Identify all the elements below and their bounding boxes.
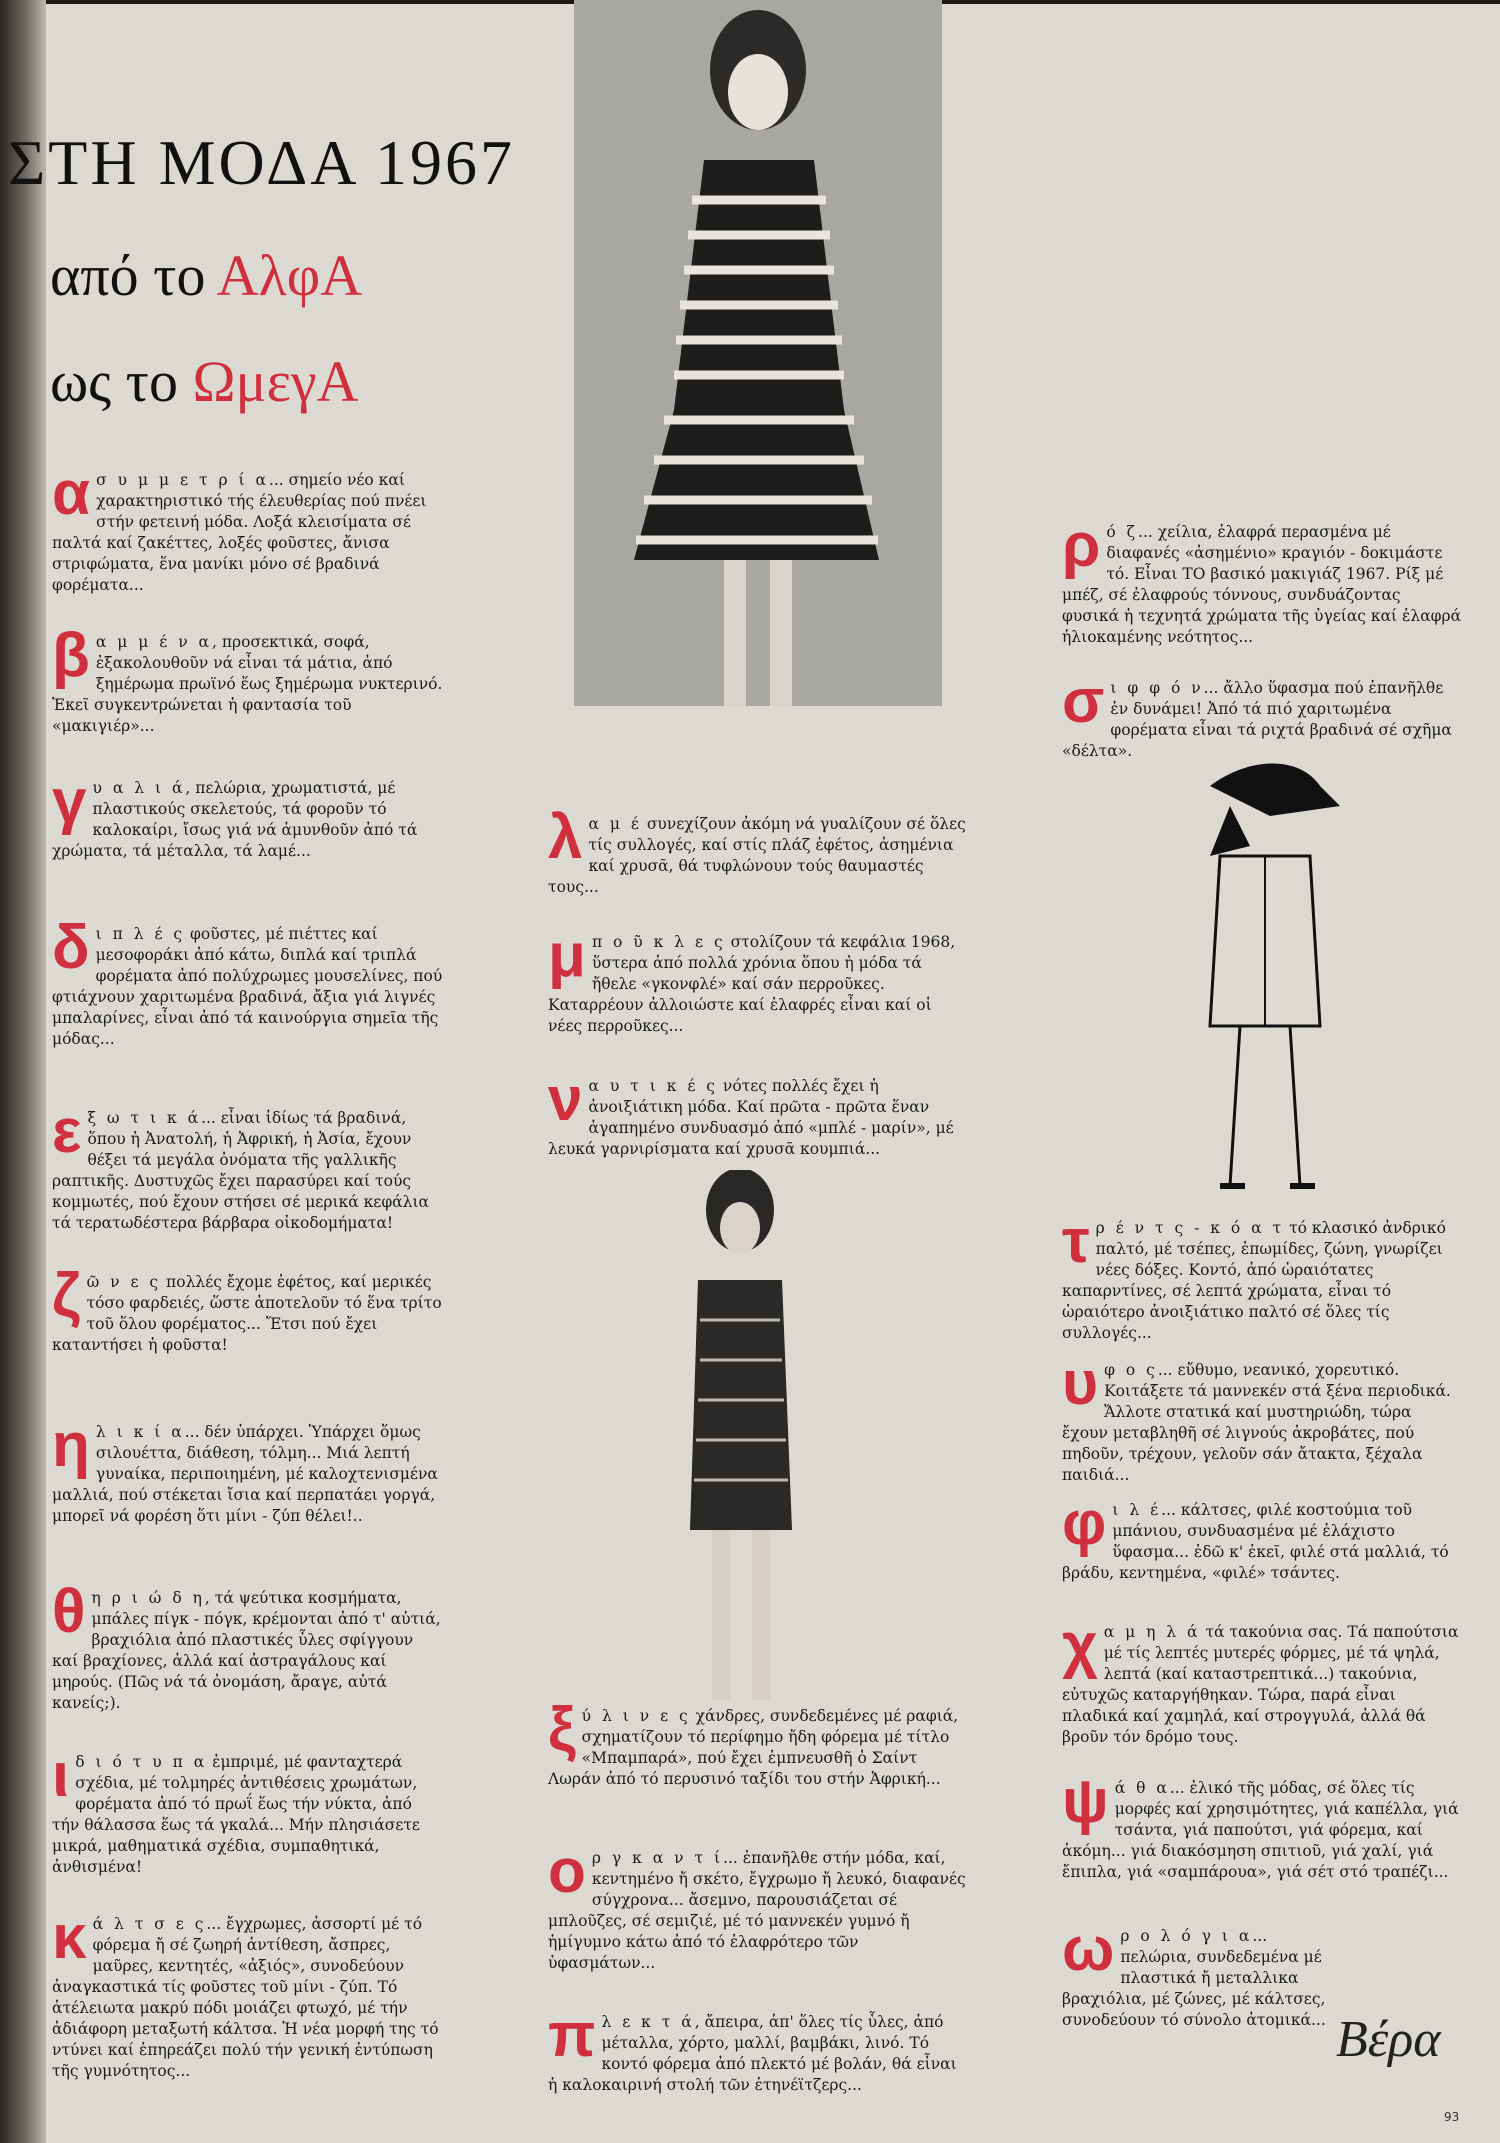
entry-theta-keyword: η ρ ι ώ δ η [91, 1589, 205, 1607]
entry-lambda-keyword: α μ έ [588, 815, 642, 833]
entry-iota-keyword: δ ι ό τ υ π α [75, 1753, 208, 1771]
entry-sigma [1062, 667, 1462, 762]
illustration-trench-coat [1170, 746, 1360, 1216]
entry-xi-text: χάνδρες, συνδεδεμένες μέ ραφιά, σχηματίζουν τό περίφημο ἤδη φόρεμα μέ τίτλο «Μπαμπαρά», πού ἔχει ἐμπνευσθῆ ὁ Σαίντ Λωράν ἀπό τό περυσινό ταξίδι του στήν Ἀφρική... [548, 1707, 959, 1788]
entry-nu-keyword: α υ τ ι κ έ ς [588, 1077, 718, 1095]
drop-cap-zeta: ζ [52, 1261, 81, 1330]
entry-lambda [548, 803, 968, 898]
entry-theta [52, 1577, 444, 1714]
entry-psi-text: ... ἐλικό τῆς μόδας, σέ ὅλες τίς μορφές καί χρησιμότητες, γιά καπέλλα, γιά τσάντα, γιά παπούτσι, γιά φόρεμα, καί ἀκόμη... γιά διακόσμηση σπιτιοῦ, γιά χαλί, γιά ἔπιπλα, γιά «σαμπάρουα», γιά σέτ στό τραπέζι... [1062, 1779, 1459, 1881]
entry-tau-keyword: ρ έ ν τ ς - κ ό α τ [1095, 1219, 1285, 1237]
entry-chi-keyword: α μ η λ ά [1103, 1623, 1201, 1641]
drop-cap-phi: φ [1062, 1489, 1107, 1558]
entry-tau [1062, 1207, 1462, 1344]
entry-mu-keyword: π ο ῦ κ λ ε ς [591, 933, 726, 951]
entry-theta-text: , τά ψεύτικα κοσμήματα, μπάλες πίγκ - πόγκ, κρέμονται ἀπό τ' αὐτιά, βραχιόλια ἀπό πλαστικές ὗλες σφίγγουν καί βραχίονες, ἀλλά καί ἀστραγάλους καί μηρούς. (Πῶς νά τά ὀνομάση, ἄραγε, αὐτά κανείς;). [52, 1589, 441, 1712]
entry-nu-text: νότες πολλές ἔχει ἡ ἀνοιξιάτικη μόδα. Καί πρῶτα - πρῶτα ἕναν ἀγαπημένο συνδυασμό ἀπό «μπλέ - μαρίν», μέ λευκά γαρνιρίσματα καί χρυσᾶ κουμπιά... [548, 1077, 954, 1158]
drop-cap-rho: ρ [1062, 511, 1101, 580]
trench-coat-figure [1170, 746, 1360, 1216]
subtitle-prefix-alpha: από το [50, 243, 217, 308]
drop-cap-chi: χ [1062, 1611, 1098, 1680]
entry-alpha-keyword: σ υ μ μ ε τ ρ ί α [96, 471, 269, 489]
entry-kappa-keyword: ά λ τ σ ε ς [92, 1915, 207, 1933]
entry-eta-keyword: λ ι κ ί α [95, 1423, 185, 1441]
drop-cap-lambda: λ [548, 803, 583, 872]
drop-cap-upsilon: υ [1062, 1349, 1099, 1418]
entry-phi [1062, 1489, 1462, 1584]
entry-eta-text: ... δέν ὑπάρχει. Ὑπάρχει ὅμως σιλουέττα, διάθεση, τόλμη... Μιά λεπτή γυναίκα, περιποιημένη, μέ καλοχτενισμένα μαλλιά, πού στέκεται ἴσια καί περπατάει γοργά, μπορεῖ νά φορέση ὅτι μίνι - ζύπ θέλει!.. [52, 1423, 438, 1525]
entry-eta [52, 1411, 444, 1527]
entry-psi-keyword: ά θ α [1114, 1779, 1170, 1797]
subtitle-line-omega [50, 348, 359, 415]
entry-kappa [52, 1903, 444, 2082]
entry-pi-keyword: λ ε κ τ ά [601, 2013, 695, 2031]
page-number: 93 [1444, 2110, 1460, 2124]
drop-cap-sigma: σ [1062, 667, 1105, 736]
drop-cap-beta: β [52, 621, 90, 690]
striped-dress-figure [574, 0, 942, 706]
entry-xi-keyword: ύ λ ι ν ε ς [581, 1707, 691, 1725]
entry-omega-keyword: ρ ο λ ό γ ι α [1120, 1927, 1253, 1945]
entry-delta-keyword: ι π λ έ ς [95, 925, 186, 943]
drop-cap-eta: η [52, 1411, 90, 1480]
entry-zeta-text: πολλές ἔχομε ἐφέτος, καί μερικές τόσο φαρδειές, ὥστε ἀποτελοῦν τό ἕνα τρίτο τοῦ ὅλου φορέματος... Ἔτσι πού ἔχει καταντήσει ἡ φοῦστα! [52, 1273, 442, 1354]
drop-cap-xi: ξ [548, 1695, 576, 1764]
entry-upsilon-keyword: φ ο ς [1104, 1361, 1158, 1379]
subtitle-line-alpha [50, 242, 362, 309]
drop-cap-tau: τ [1062, 1207, 1090, 1276]
entry-beta-keyword: α μ μ έ ν α [95, 633, 213, 651]
entry-pi [548, 2001, 968, 2096]
entry-mu [548, 921, 968, 1037]
entry-delta [52, 913, 444, 1050]
entry-delta-text: φοῦστες, μέ πιέττες καί μεσοφοράκι ἀπό κάτω, διπλά καί τριπλά φορέματα ἀπό πολύχρωμες μουσελίνες, πού φτιάχνουν χαριτωμένα βραδινά, ἄξια γιά λιγνές μπαλαρίνες, εἶναι ἀπό τά καινούργια σημεῖα τῆς μόδας... [52, 925, 443, 1048]
drop-cap-nu: ν [548, 1065, 583, 1134]
entry-omicron-keyword: ρ γ κ α ν τ ί [591, 1849, 724, 1867]
drop-cap-gamma: γ [52, 767, 87, 836]
entry-pi-text: , ἄπειρα, ἀπ' ὅλες τίς ὗλες, ἀπό μέταλλα, χόρτο, μαλλί, βαμβάκι, λινό. Τό κοντό φόρεμα ἀπό πλεκτό μέ βολάν, θά εἶναι ἡ καλοκαιρινή στολή τῶν ἐτηνέϊτζερς... [548, 2013, 957, 2094]
drop-cap-alpha: α [52, 459, 91, 528]
entry-gamma [52, 767, 444, 862]
entry-zeta-keyword: ῶ ν ε ς [86, 1273, 162, 1291]
entry-zeta [52, 1261, 444, 1356]
drop-cap-theta: θ [52, 1577, 86, 1646]
entry-upsilon-text: ... εὔθυμο, νεανικό, χορευτικό. Κοιτάξετε τά μαννεκέν στά ξένα περιοδικά. Ἄλλοτε στατικά καί μυστηριώδη, τώρα ἔχουν μεταβληθῆ σέ λιγνούς ἀκροβάτες, πού πηδοῦν, τρέχουν, γελοῦν σάν ἄτακτα, ξέχαλα παιδιά... [1062, 1361, 1451, 1484]
drop-cap-iota: ι [52, 1741, 70, 1810]
entry-epsilon-text: ... εἶναι ἰδίως τά βραδινά, ὅπου ἡ Ἀνατολή, ἡ Ἀφρική, ἡ Ἀσία, ἔχουν θέξει τά μεγάλα ὀνόματα τῆς γαλλικῆς ραπτικῆς. Δυστυχῶς ἔχει παρασύρει καί τούς κομμωτές, πού ἔχουν στήσει σέ μερικά κεφάλια τά τερατωδέστερα βάρβαρα οἰκοδομήματα! [52, 1109, 430, 1232]
entry-omega [1062, 1915, 1330, 2031]
entry-alpha [52, 459, 444, 596]
photo-striped-dress [574, 0, 942, 706]
drop-cap-epsilon: ε [52, 1097, 82, 1166]
entry-phi-keyword: ι λ έ [1112, 1501, 1162, 1519]
drop-cap-pi: π [548, 2001, 596, 2070]
entry-beta [52, 621, 444, 737]
photo-crochet-dress [660, 1170, 820, 1702]
entry-omicron-text: ... ἐπανῆλθε στήν μόδα, καί, κεντημένο ἤ σκέτο, ἔγχρωμο ἤ λευκό, διαφανές σύγχρονα... ἄσεμνο, παρουσιάζεται σέ μπλοῦζες, σέ σεμιζιέ, μέ τό μαννεκέν γυμνό ἤ ἡμίγυμνο κάτω ἀπό τό ἐλαφρότερο τῶν ὑφασμάτων... [548, 1849, 966, 1972]
entry-chi-text: τά τακούνια σας. Τά παπούτσια μέ τίς λεπτές μυτερές φόρμες, μέ τά ψηλά, λεπτά (καί καταστρεπτικά...) τακούνια, εὐτυχῶς καταργήθηκαν. Τώρα, παρά εἶναι πλαδικά καί χαμηλά, καί στρογγυλά, ἀλλά θά βροῦν τόν δρόμο τους. [1062, 1623, 1459, 1746]
entry-sigma-text: ... ἄλλο ὕφασμα πού ἐπανῆλθε ἐν δυνάμει! Ἀπό τά πιό χαριτωμένα φορέματα εἶναι τά ριχτά βραδινά σέ σχῆμα «δέλτα». [1062, 679, 1452, 760]
entry-iota-text: ἐμπριμέ, μέ φανταχτερά σχέδια, μέ τολμηρές ἀντιθέσεις χρωμάτων, φορέματα ἀπό τό πρωΐ ἕως τήν νύκτα, ἀπό τήν θάλασσα ἕως τά γκαλά... Μήν πλησιάσετε μικρά, μαθηματικά σχέδια, συμπαθητικά, ἀνθισμένα! [52, 1753, 420, 1876]
drop-cap-psi: ψ [1062, 1767, 1109, 1836]
subtitle-alpha-word: ΑλφΑ [216, 243, 363, 308]
entry-chi [1062, 1611, 1462, 1748]
entry-iota [52, 1741, 444, 1878]
entry-upsilon [1062, 1349, 1462, 1486]
entry-xi [548, 1695, 968, 1790]
entry-lambda-text: συνεχίζουν ἀκόμη νά γυαλίζουν σέ ὅλες τίς συλλογές, καί στίς πλάζ ἐφέτος, ἀσημένια καί χρυσᾶ, θά τυφλώνουν τούς θαυμαστές τους... [548, 815, 966, 896]
entry-nu [548, 1065, 968, 1160]
entry-kappa-text: ... ἔγχρωμες, ἀσσορτί μέ τό φόρεμα ἤ σέ ζωηρή ἀντίθεση, ἄσπρες, μαῦρες, κεντητές, «ἀξιός», συνοδεύουν ἀναγκαστικά τίς φοῦστες τοῦ μίνι - ζύπ. Τό ἀτέλειωτα μακρύ πόδι μοιάζει φτωχό, μέ τήν ἀδιάφορη μεταξωτή κάλτσα. Ἡ νέα μορφή της τό ντύνει καί ἐπηρεάζει πολύ τήν γενική ἐντύπωση τῆς γυμνότητος... [52, 1915, 439, 2080]
entry-gamma-keyword: υ α λ ι ά [92, 779, 186, 797]
subtitle-omega-word: ΩμεγΑ [192, 349, 359, 414]
drop-cap-omega: ω [1062, 1915, 1115, 1984]
entry-omicron [548, 1837, 968, 1974]
entry-gamma-text: , πελώρια, χρωματιστά, μέ πλαστικούς σκελετούς, τά φοροῦν τό καλοκαίρι, ἴσως γιά νά ἀμυνθοῦν ἀπό τά χρώματα, τά μέταλλα, τά λαμέ... [52, 779, 418, 860]
entry-psi [1062, 1767, 1462, 1883]
entry-epsilon [52, 1097, 444, 1234]
drop-cap-kappa: κ [52, 1903, 87, 1972]
drop-cap-omicron: ο [548, 1837, 586, 1906]
entry-beta-text: , προσεκτικά, σοφά, ἐξακολουθοῦν νά εἶναι τά μάτια, ἀπό ξημέρωμα πρωϊνό ἕως ξημέρωμα νυκτερινό. Ἐκεῖ συγκεντρώνεται ἡ φαντασία τοῦ «μακιγιέρ»... [52, 633, 443, 735]
entry-tau-text: τό κλασικό ἀνδρικό παλτό, μέ τσέπες, ἐπωμίδες, ζώνη, γνωρίζει νέες δόξες. Κοντό, ἀπό ὡραιότατες καπαρντίνες, σέ λεπτά χρώματα, εἶναι τό ὡραιότερο ἀνοιξιάτικο παλτό σέ ὅλες τίς συλλογές... [1062, 1219, 1446, 1342]
entry-rho [1062, 511, 1462, 648]
crochet-dress-figure [660, 1170, 820, 1702]
book-gutter [0, 0, 46, 2143]
entry-sigma-keyword: ι φ φ ό ν [1110, 679, 1204, 697]
page-title: ΣΤΗ ΜΟΔΑ 1967 [8, 127, 515, 198]
entry-omega-text: ... πελώρια, συνδεδεμένα μέ πλαστικά ἤ μεταλλικα βραχιόλια, μέ ζώνες, μέ κάλτσες, συνοδεύουν τό σύνολο ἀτομικά... [1062, 1927, 1326, 2029]
entry-mu-text: στολίζουν τά κεφάλια 1968, ὕστερα ἀπό πολλά χρόνια ὅπου ἡ μόδα τά ἤθελε «γκονφλέ» καί σάν περροῦκες. Καταρρέουν ἀλλοιώστε καί ἐλαφρές εἶναι καί οἱ νέες περροῦκες... [548, 933, 956, 1035]
entry-alpha-text: ... σημείο νέο καί χαρακτηριστικό τής έλευθερίας πού πνέει στήν φετεινή μόδα. Λοξά κλεισίματα σέ παλτά καί ζακέττες, λοξές φοῦστες, ἄνισα στριφώματα, ἕνα μανίκι μόνο σέ βραδινά φορέματα... [52, 471, 427, 594]
entry-rho-text: ... χείλια, ἐλαφρά περασμένα μέ διαφανές «ἀσημένιο» κραγιόν - δοκιμάστε τό. Εἶναι ΤΟ βασικό μακιγιάζ 1967. Ρίξ μέ μπέζ, σέ ἐλαφρούς τόννους, συνδυάζοντας φυσικά ἡ τεχνητά χρώματα τῆς ὑγείας καί ἐλαφρά ἠλιοκαμένης νεότητος... [1062, 523, 1462, 646]
entry-epsilon-keyword: ξ ω τ ι κ ά [87, 1109, 202, 1127]
drop-cap-delta: δ [52, 913, 90, 982]
entry-rho-keyword: ό ζ [1106, 523, 1139, 541]
drop-cap-mu: μ [548, 921, 586, 990]
entry-phi-text: ... κάλτσες, φιλέ κοστούμια τοῦ μπάνιου, συνδυασμένα μέ ἐλάχιστο ὕφασμα... ἐδῶ κ' ἐκεῖ, φιλέ στά μαλλιά, τό βράδυ, κεντημένα, «φιλέ» τσάντες. [1062, 1501, 1449, 1582]
subtitle-prefix-omega: ως το [50, 349, 193, 414]
author-signature: Βέρα [1336, 2011, 1441, 2068]
